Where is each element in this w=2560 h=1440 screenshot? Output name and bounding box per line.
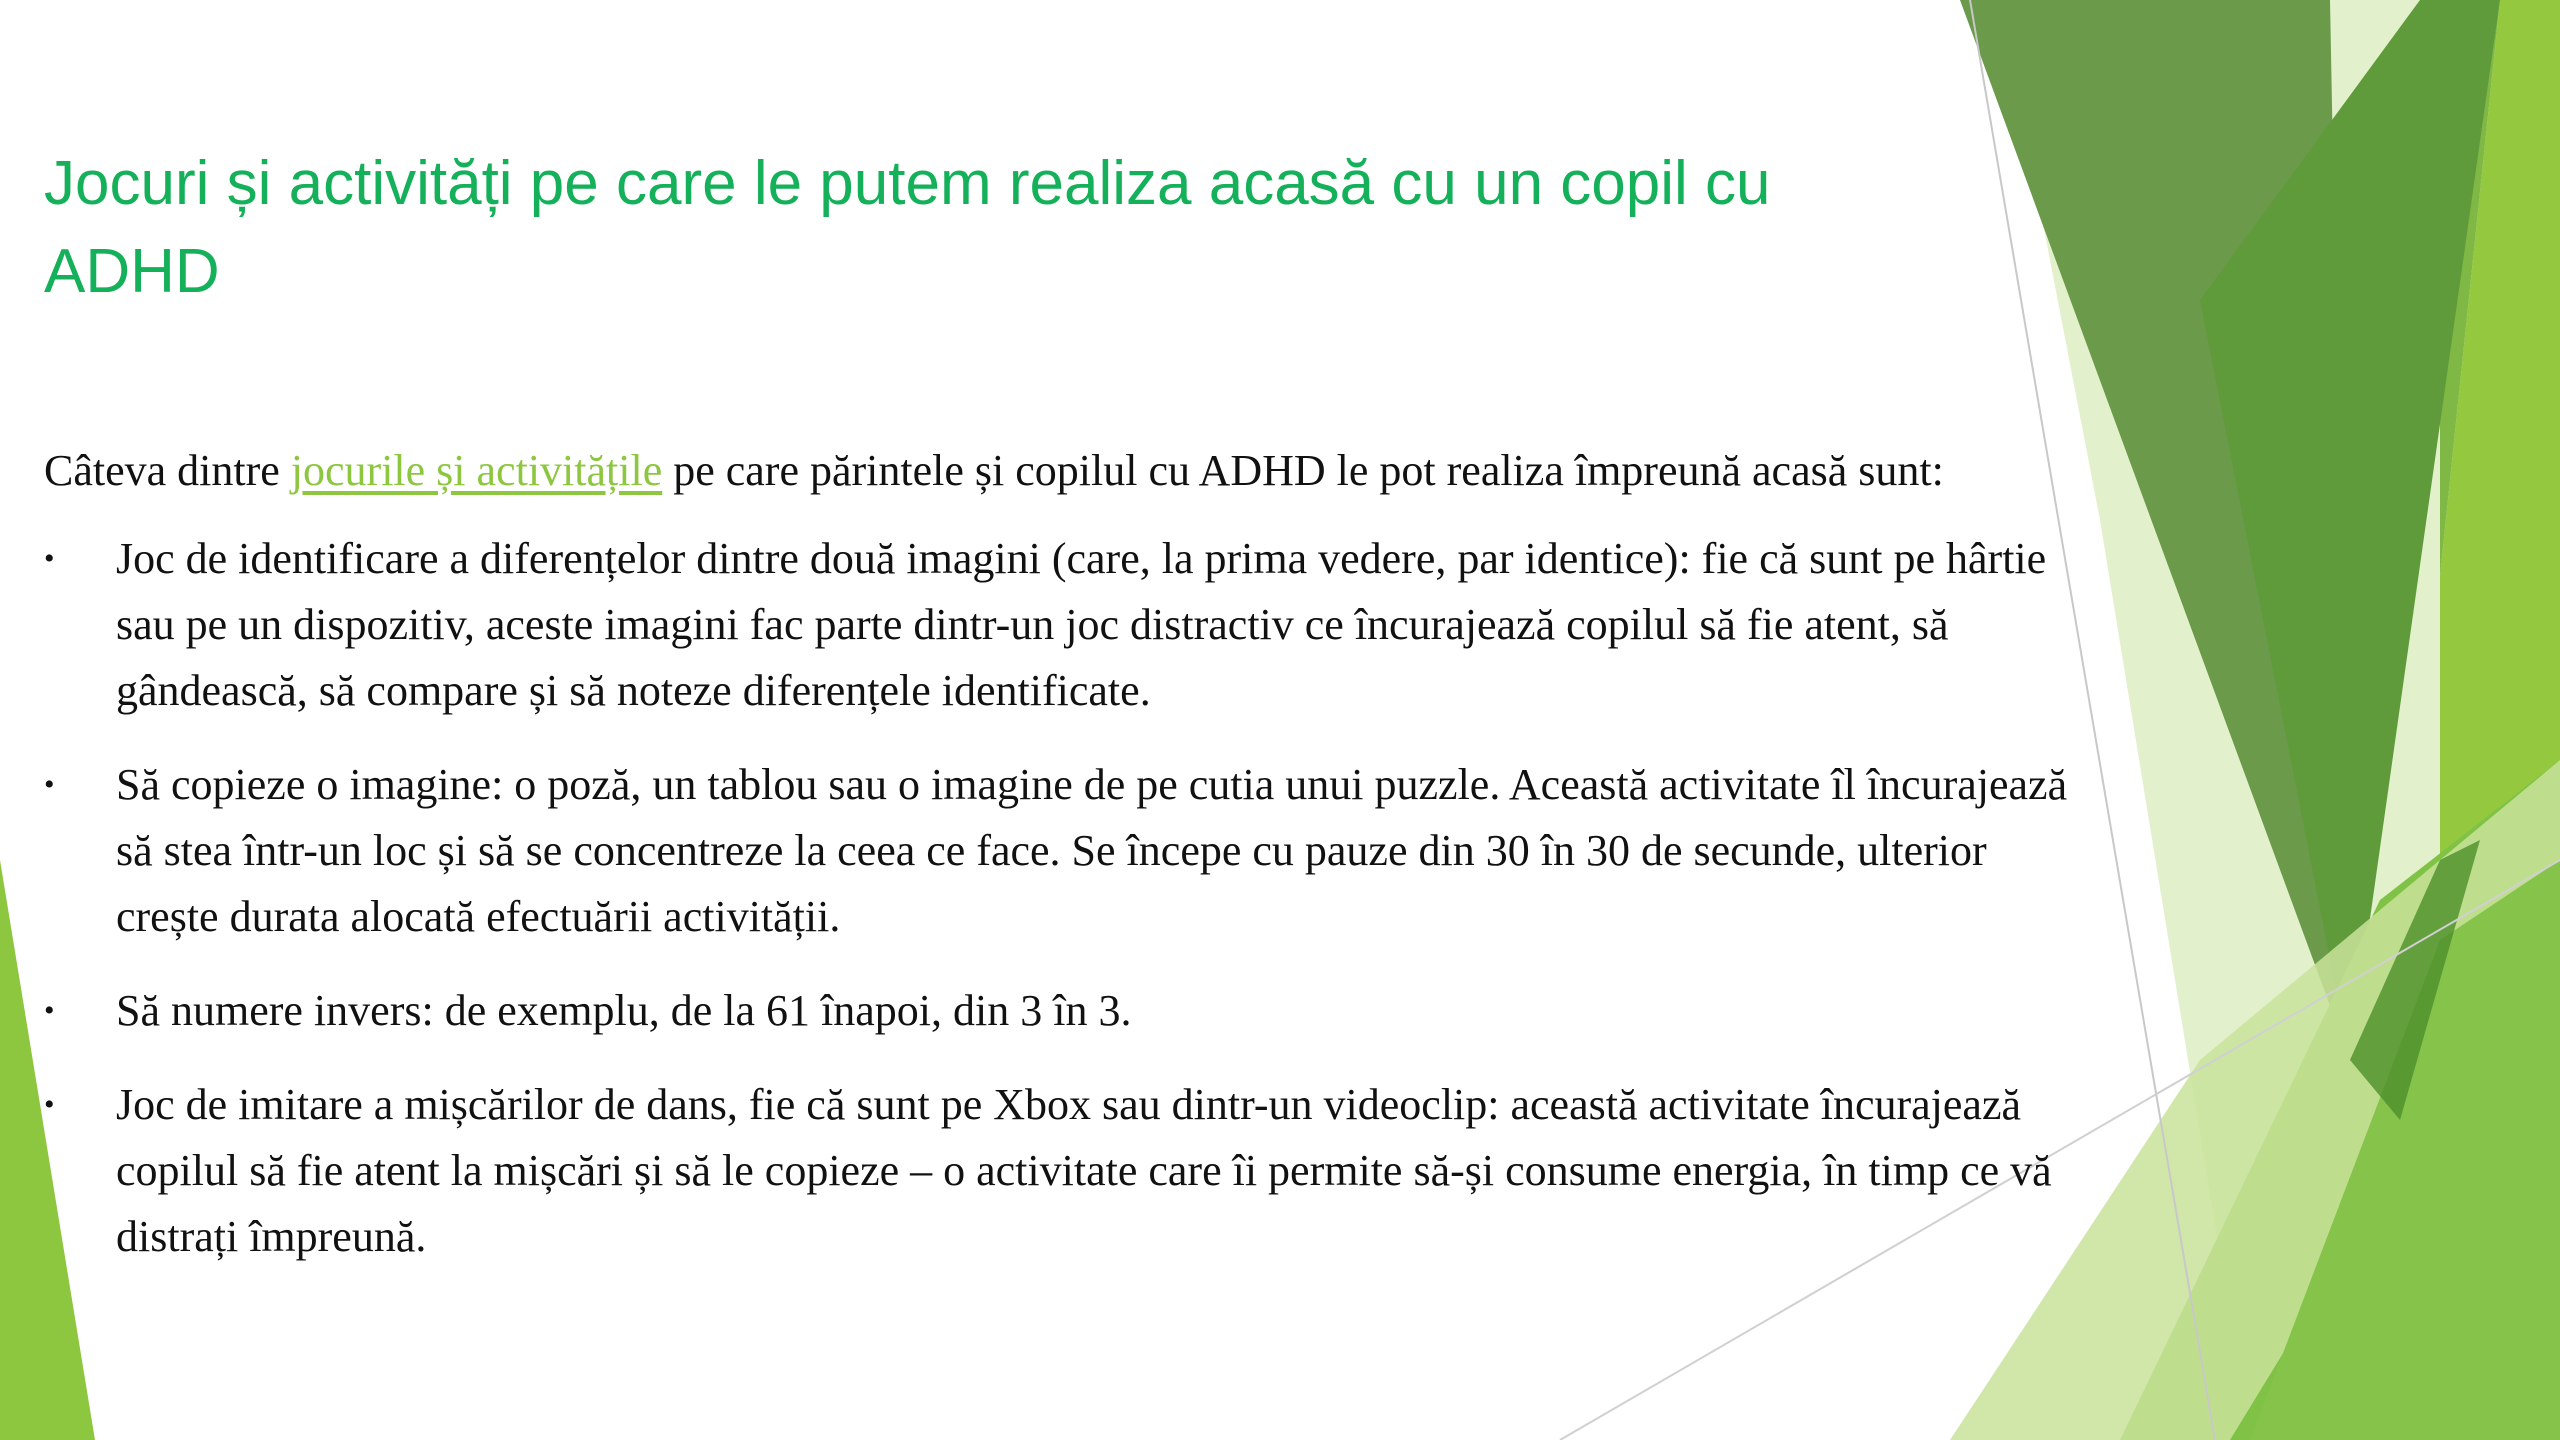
list-item-text: Să numere invers: de exemplu, de la 61 înapoi, din 3 în 3. <box>116 986 1132 1035</box>
list-item <box>44 752 2074 950</box>
intro-text-after: pe care părintele și copilul cu ADHD le pot realiza împreună acasă sunt: <box>662 446 1944 495</box>
intro-paragraph <box>44 438 2074 504</box>
slide-title: Jocuri și activități pe care le putem realiza acasă cu un copil cu ADHD <box>44 149 1771 306</box>
list-item <box>44 978 2074 1044</box>
bullet-icon: • <box>44 994 55 1027</box>
bullet-icon: • <box>44 1088 55 1121</box>
activities-list <box>44 526 2074 1270</box>
activities-link[interactable]: jocurile și activitățile <box>290 446 663 495</box>
slide-content <box>44 438 2074 1298</box>
bullet-icon: • <box>44 768 55 801</box>
bullet-icon: • <box>44 542 55 575</box>
list-item <box>44 1072 2074 1270</box>
list-item-text: Să copieze o imagine: o poză, un tablou sau o imagine de pe cutia unui puzzle. Această activitate îl încurajează să stea într-un loc și să se concentreze la ceea ce face. Se începe cu pauze din 30 în 30 de secunde, ulterior crește durata alocată efectuării activității. <box>116 760 2068 941</box>
list-item-text: Joc de imitare a mișcărilor de dans, fie că sunt pe Xbox sau dintr-un videoclip: această activitate încurajează copilul să fie atent la mișcări și să le copieze – o activitate care îi permite să-și consume energia, în timp ce vă distrați împreună. <box>116 1080 2052 1261</box>
list-item <box>44 526 2074 724</box>
intro-text-before: Câteva dintre <box>44 446 291 495</box>
list-item-text: Joc de identificare a diferențelor dintre două imagini (care, la prima vedere, par identice): fie că sunt pe hârtie sau pe un dispozitiv, aceste imagini fac parte dintr-un joc distractiv ce încurajează copilul să fie atent, să gândească, să compare și să noteze diferențele identificate. <box>116 534 2047 715</box>
